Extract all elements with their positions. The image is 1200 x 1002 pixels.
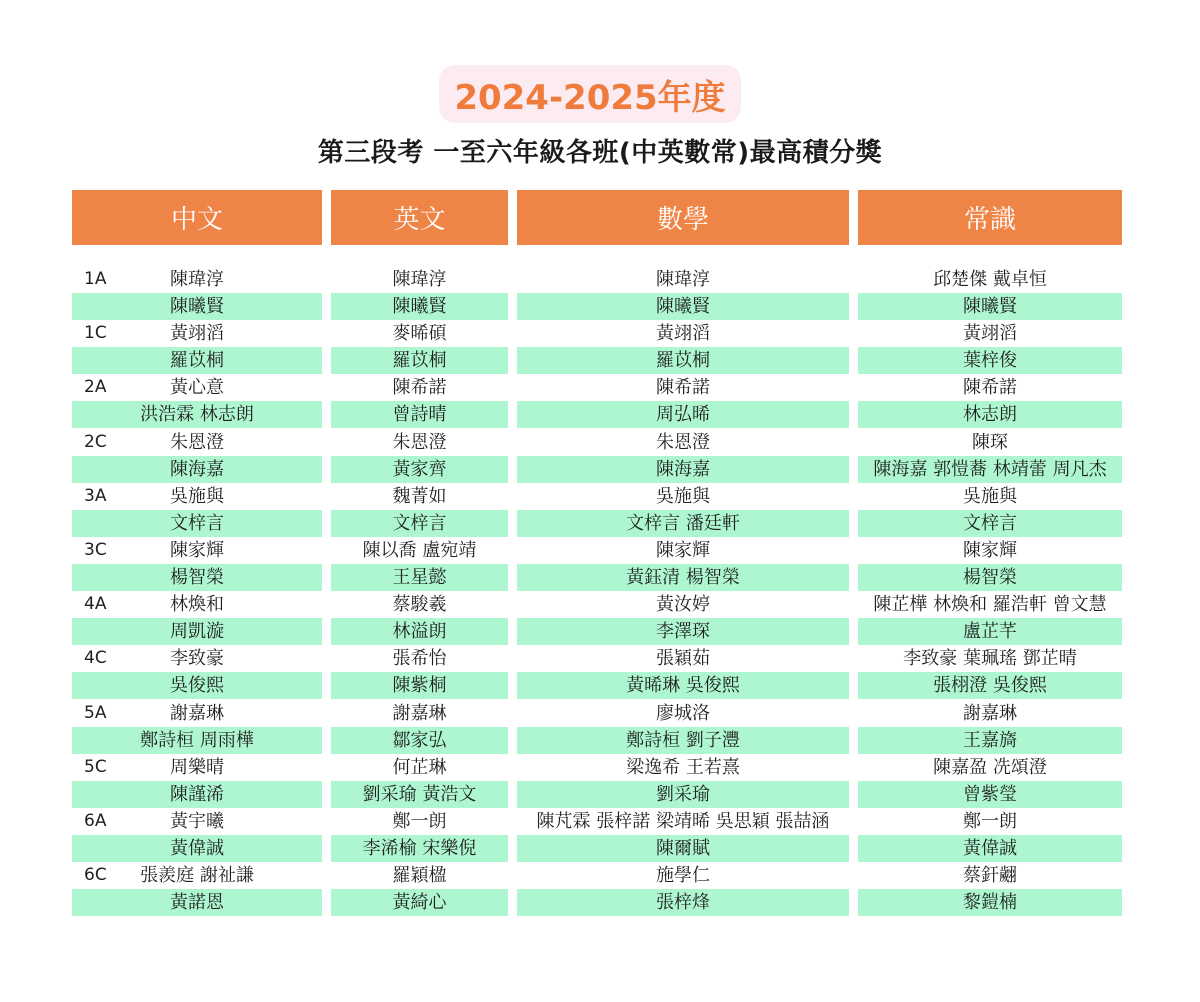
cell-math: 陳希諾	[656, 377, 710, 399]
cell-english: 陳希諾	[392, 377, 447, 399]
cell-english: 魏菁如	[392, 485, 447, 507]
cell-english: 羅苡桐	[331, 347, 508, 374]
class-label: 2C	[84, 431, 107, 452]
table-row	[0, 889, 1200, 916]
table-row	[0, 862, 1200, 889]
header-english: 英文	[331, 190, 508, 245]
cell-english: 何芷琳	[392, 756, 447, 778]
cell-chinese: 陳曦賢	[72, 293, 322, 320]
class-label: 1C	[84, 323, 107, 344]
cell-english: 曾詩晴	[331, 401, 508, 428]
cell-general-studies: 陳琛	[972, 431, 1008, 453]
cell-general-studies: 張栩澄 吳俊熙	[858, 672, 1122, 699]
class-label: 4A	[84, 594, 107, 615]
cell-english: 陳以喬 盧宛靖	[362, 539, 477, 561]
table-row	[0, 483, 1200, 510]
cell-chinese: 洪浩霖 林志朗	[72, 401, 322, 428]
class-label: 5C	[84, 756, 107, 777]
table-row	[0, 591, 1200, 618]
cell-english: 鄒家弘	[331, 727, 508, 754]
cell-general-studies: 陳希諾	[963, 377, 1017, 399]
class-label: 6A	[84, 810, 107, 831]
cell-math: 吳施與	[656, 485, 710, 507]
class-label: 3A	[84, 485, 107, 506]
cell-english: 王星懿	[331, 564, 508, 591]
cell-general-studies: 陳嘉盈 冼頌澄	[933, 756, 1047, 778]
cell-general-studies: 黎鎧楠	[858, 889, 1122, 916]
table-row	[0, 645, 1200, 672]
cell-english: 羅穎楹	[392, 865, 447, 887]
cell-math: 黃汝婷	[656, 594, 710, 616]
table-row	[0, 320, 1200, 347]
table-row	[0, 510, 1200, 537]
cell-math: 陳爾賦	[517, 835, 849, 862]
class-label: 5A	[84, 702, 107, 723]
cell-english: 文梓言	[331, 510, 508, 537]
cell-chinese: 楊智榮	[72, 564, 322, 591]
table-row	[0, 727, 1200, 754]
cell-math: 張穎茹	[656, 648, 710, 670]
cell-chinese: 陳海嘉	[72, 456, 322, 483]
cell-general-studies: 蔡釬翽	[963, 865, 1017, 887]
cell-general-studies: 陳海嘉 郭愷蕎 林靖蕾 周凡杰	[858, 456, 1122, 483]
cell-chinese: 黃諾恩	[72, 889, 322, 916]
cell-math: 李澤琛	[517, 618, 849, 645]
cell-math: 陳海嘉	[517, 456, 849, 483]
cell-chinese: 陳家輝	[170, 539, 224, 561]
cell-general-studies: 黃偉誠	[858, 835, 1122, 862]
cell-chinese: 謝嘉琳	[170, 702, 224, 724]
cell-english: 黃綺心	[331, 889, 508, 916]
cell-chinese: 李致豪	[170, 648, 224, 670]
award-subtitle: 第三段考 一至六年級各班(中英數常)最高積分獎	[317, 138, 883, 168]
cell-math: 鄭詩桓 劉子灃	[517, 727, 849, 754]
table-row	[0, 754, 1200, 781]
cell-english: 麥晞碩	[392, 323, 447, 345]
cell-math: 陳家輝	[656, 539, 710, 561]
cell-chinese: 黃偉誠	[72, 835, 322, 862]
cell-math: 朱恩澄	[656, 431, 710, 453]
cell-english: 張希怡	[392, 648, 447, 670]
cell-english: 謝嘉琳	[392, 702, 447, 724]
class-label: 3C	[84, 539, 107, 560]
cell-general-studies: 鄭一朗	[963, 810, 1017, 832]
cell-english: 陳瑋淳	[392, 269, 447, 290]
cell-general-studies: 吳施與	[963, 485, 1017, 507]
table-row	[0, 564, 1200, 591]
cell-general-studies: 陳曦賢	[858, 293, 1122, 320]
cell-english: 蔡駿羲	[392, 594, 447, 616]
cell-math: 劉采瑜	[517, 781, 849, 808]
cell-math: 黃晞琳 吳俊熙	[517, 672, 849, 699]
cell-general-studies: 謝嘉琳	[963, 702, 1017, 724]
cell-chinese: 朱恩澄	[170, 431, 224, 453]
table-row	[0, 293, 1200, 320]
cell-chinese: 黃宇曦	[170, 810, 224, 832]
header-math: 數學	[517, 190, 849, 245]
table-row	[0, 429, 1200, 456]
cell-general-studies: 王嘉旖	[858, 727, 1122, 754]
cell-english: 李浠榆 宋樂倪	[331, 835, 508, 862]
cell-math: 黃鈺清 楊智榮	[517, 564, 849, 591]
cell-chinese: 張羨庭 謝祉謙	[140, 865, 254, 887]
cell-math: 文梓言 潘廷軒	[517, 510, 849, 537]
cell-english: 陳曦賢	[331, 293, 508, 320]
cell-general-studies: 陳家輝	[963, 539, 1017, 561]
cell-general-studies: 曾紫瑩	[858, 781, 1122, 808]
table-row	[0, 618, 1200, 645]
table-row	[0, 456, 1200, 483]
cell-general-studies: 李致豪 葉珮瑤 鄧芷晴	[903, 648, 1077, 670]
cell-english: 劉采瑜 黃浩文	[331, 781, 508, 808]
cell-general-studies: 邱楚傑 戴卓恒	[933, 269, 1047, 290]
cell-math: 陳芃霖 張梓諾 梁靖晞 吳思穎 張喆涵	[536, 810, 830, 832]
cell-math: 廖城洛	[656, 702, 710, 724]
table-row	[0, 835, 1200, 862]
cell-chinese: 陳謹浠	[72, 781, 322, 808]
cell-chinese: 黃心意	[170, 377, 224, 399]
cell-math: 周弘晞	[517, 401, 849, 428]
table-row	[0, 700, 1200, 727]
cell-general-studies: 陳芷樺 林煥和 羅浩軒 曾文慧	[873, 594, 1107, 616]
cell-english: 林溢朗	[331, 618, 508, 645]
cell-general-studies: 楊智榮	[858, 564, 1122, 591]
cell-general-studies: 葉梓俊	[858, 347, 1122, 374]
cell-general-studies: 文梓言	[858, 510, 1122, 537]
cell-chinese: 吳施與	[170, 485, 224, 507]
cell-math: 施學仁	[656, 865, 710, 887]
cell-general-studies: 盧芷芊	[858, 618, 1122, 645]
cell-chinese: 陳瑋淳	[170, 269, 224, 290]
table-row	[0, 401, 1200, 428]
year-title: 2024-2025年度	[439, 65, 741, 123]
cell-chinese: 林煥和	[170, 594, 224, 616]
cell-math: 黃翊滔	[656, 323, 710, 345]
cell-english: 黃家齊	[331, 456, 508, 483]
cell-chinese: 吳俊熙	[72, 672, 322, 699]
cell-chinese: 黃翊滔	[170, 323, 224, 345]
results-table	[0, 266, 1200, 916]
header-general-studies: 常識	[858, 190, 1122, 245]
cell-english: 鄭一朗	[392, 810, 447, 832]
cell-math: 陳瑋淳	[656, 269, 710, 290]
table-row	[0, 347, 1200, 374]
cell-chinese: 文梓言	[72, 510, 322, 537]
table-row	[0, 808, 1200, 835]
table-row	[0, 537, 1200, 564]
cell-english: 朱恩澄	[392, 431, 447, 453]
table-row	[0, 672, 1200, 699]
table-row	[0, 781, 1200, 808]
cell-math: 羅苡桐	[517, 347, 849, 374]
cell-math: 陳曦賢	[517, 293, 849, 320]
class-label: 4C	[84, 648, 107, 669]
class-label: 2A	[84, 377, 107, 398]
cell-math: 梁逸希 王若熹	[626, 756, 740, 778]
header-chinese: 中文	[72, 190, 322, 245]
cell-chinese: 周凱漩	[72, 618, 322, 645]
cell-english: 陳紫桐	[331, 672, 508, 699]
table-row	[0, 374, 1200, 401]
cell-general-studies: 黃翊滔	[963, 323, 1017, 345]
cell-general-studies: 林志朗	[858, 401, 1122, 428]
cell-chinese: 鄭詩桓 周雨樺	[72, 727, 322, 754]
table-row	[0, 266, 1200, 293]
cell-chinese: 羅苡桐	[72, 347, 322, 374]
cell-math: 張梓烽	[517, 889, 849, 916]
class-label: 1A	[84, 269, 107, 289]
class-label: 6C	[84, 865, 107, 886]
cell-chinese: 周樂晴	[170, 756, 224, 778]
